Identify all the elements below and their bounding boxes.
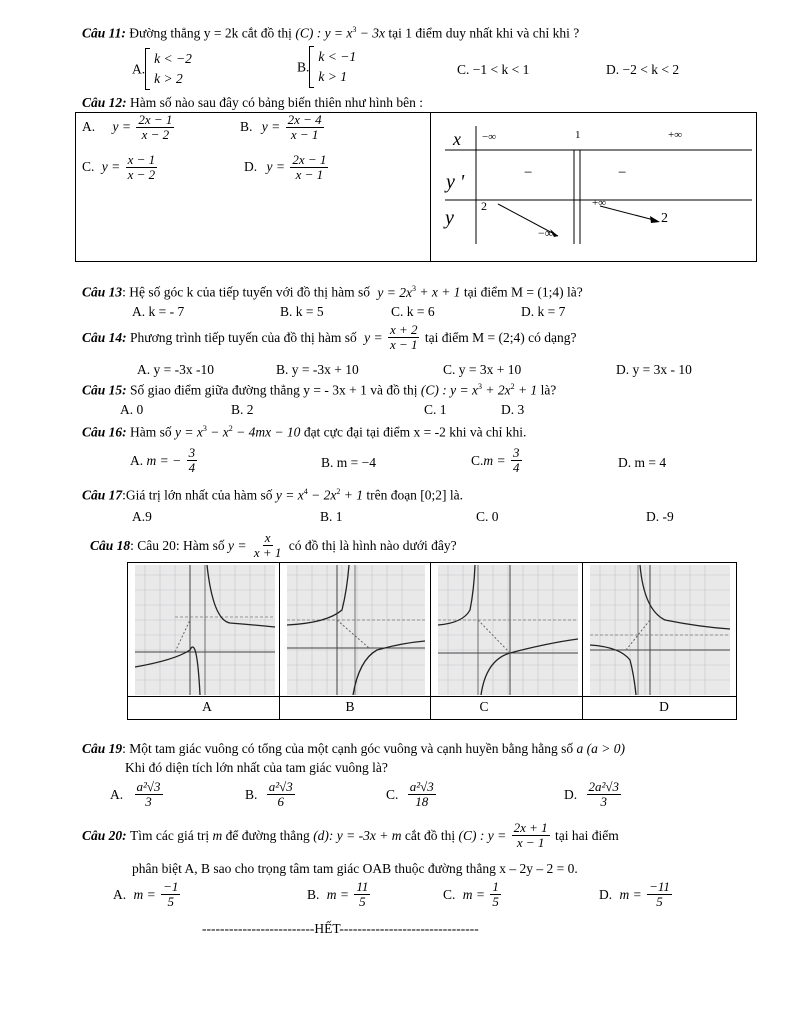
q20-option-c [443, 880, 503, 910]
q12-label: Câu 12: [82, 95, 127, 110]
q18-label-row-line [127, 696, 737, 697]
q12-a-num: 2x − 1 [138, 112, 173, 127]
q20-c-label: C. [443, 887, 456, 903]
q12-a-y: y = [112, 118, 131, 134]
q20-a-pre: m = [133, 887, 156, 903]
q18-den: x + 1 [253, 545, 282, 561]
q17-exp1: 4 [303, 487, 308, 496]
q11-stem [82, 26, 579, 40]
q20-label: Câu 20: [82, 828, 127, 844]
q18-num: x [264, 530, 271, 545]
q15-mid: + 2x [485, 382, 511, 398]
table-x-pos-inf: +∞ [668, 129, 683, 141]
q17-option-c: C. 0 [476, 509, 499, 524]
q20-b-den: 5 [359, 894, 366, 910]
q13-option-b: B. k = 5 [280, 304, 324, 319]
q20-a-num: −1 [163, 879, 179, 894]
q12-option-b [240, 113, 326, 143]
q11-option-d: D. −2 < k < 2 [606, 62, 680, 77]
q19-b-den: 6 [277, 794, 285, 810]
q16-mid: − x [210, 424, 229, 440]
q19-b-num: a²√3 [268, 779, 293, 794]
q16-c-pre: m = [483, 453, 506, 469]
q18-y: y = [228, 538, 247, 554]
q16-a-pre: m = − [146, 453, 182, 469]
q12-stem [82, 96, 423, 110]
q18-col-divider-2 [430, 562, 431, 720]
q11-graph: (C) : y = x [295, 25, 353, 41]
q19-a-den: 3 [145, 794, 152, 810]
q14-num: x + 2 [389, 322, 418, 337]
q12-c-y: y = [101, 158, 121, 174]
q12-c-num: x − 1 [127, 152, 156, 167]
q20-tail: tại hai điểm [555, 828, 619, 844]
q16-option-a [130, 446, 199, 476]
q20-b-num: 11 [356, 879, 369, 894]
graph-c [438, 565, 578, 695]
q18-text: : Câu 20: Hàm số [130, 538, 225, 554]
q11-rest: − 3x [359, 25, 386, 41]
q19-d-label: D. [564, 787, 578, 803]
q11-label: Câu 11: [82, 25, 126, 41]
q13-option-c: C. k = 6 [391, 304, 435, 319]
q20-text: Tìm các giá trị [130, 828, 210, 844]
q20-b-pre: m = [326, 887, 349, 903]
table-yprime-label: y ' [446, 171, 465, 193]
q20-d-den: 5 [656, 894, 663, 910]
q13-option-a: A. k = - 7 [132, 304, 185, 319]
q20-d-label: D. [599, 887, 613, 903]
q11-option-c: C. −1 < k < 1 [457, 62, 530, 77]
table-x-neg-inf: −∞ [482, 131, 497, 143]
q14-option-d: D. y = 3x - 10 [616, 362, 692, 377]
q19-a-num: a²√3 [136, 779, 161, 794]
table-y-2-right: 2 [661, 211, 668, 226]
q14-tail: tại điểm M = (2;4) có dạng? [424, 330, 577, 346]
q15-text: Số giao điểm giữa đường thẳng y = - 3x + 1 và đồ thị [130, 382, 418, 398]
q12-option-c [82, 153, 159, 183]
q12-b-label: B. [240, 118, 253, 134]
graph-b [287, 565, 425, 695]
table-y-label: y [445, 207, 454, 229]
q20-c-num: 1 [492, 879, 499, 894]
graph-label-b: B [345, 699, 355, 714]
q11-a-label: A. [132, 61, 146, 77]
q20-m: m [212, 828, 223, 844]
q16-a-num: 3 [188, 445, 196, 460]
q13-fn-rest: + x + 1 [419, 284, 461, 300]
q11-option-b [297, 46, 356, 88]
graph-d [590, 565, 730, 695]
q16-c-den: 4 [513, 460, 520, 476]
table-y-pos-inf: +∞ [592, 197, 607, 209]
q13-fn: y = 2x [377, 284, 412, 300]
q15-exp2: 2 [510, 382, 515, 391]
q12-b-den: x − 1 [290, 127, 319, 143]
q19-const: a (a > 0) [576, 741, 626, 756]
q19-stem [82, 742, 625, 756]
q12-d-label: D. [244, 158, 258, 174]
q20-d-pre: m = [619, 887, 642, 903]
graph-label-c: C [479, 699, 489, 714]
q14-option-c: C. y = 3x + 10 [443, 362, 522, 377]
q19-label: Câu 19 [82, 741, 123, 756]
variation-table [430, 112, 756, 262]
table-x-label: x [453, 129, 461, 149]
q19-c-label: C. [386, 787, 399, 803]
q20-c-eq: (C) : y = [458, 828, 507, 844]
q12-option-d [244, 153, 330, 183]
q11-text: Đường thẳng y = 2k cắt đồ thị [129, 25, 292, 41]
q13-text: : Hệ số góc k của tiếp tuyến với đồ thị hàm số [122, 284, 370, 300]
q20-a-label: A. [113, 887, 127, 903]
q12-d-y: y = [266, 158, 285, 174]
q12-text: Hàm số nào sau đây có bảng biến thiên như hình bên : [130, 95, 424, 110]
q15-label: Câu 15: [82, 382, 127, 398]
q14-y: y = [364, 330, 383, 346]
q17-label: Câu 17 [82, 487, 123, 503]
q12-a-label: A. [82, 118, 96, 134]
q12-b-y: y = [261, 118, 281, 134]
end-marker: -------------------------HẾT------------------------------- [202, 921, 479, 936]
decrease-arrow-2 [600, 206, 654, 220]
q11-tail: tại 1 điểm duy nhất khi và chỉ khi ? [388, 25, 580, 41]
q12-d-num: 2x − 1 [292, 152, 327, 167]
q17-mid: − 2x [311, 487, 337, 503]
q15-fn: (C) : y = x [420, 382, 478, 398]
q14-option-a: A. y = -3x -10 [137, 362, 214, 377]
q18-label: Câu 18 [90, 538, 131, 554]
q15-option-c: C. 1 [424, 402, 447, 417]
q15-option-b: B. 2 [231, 402, 254, 417]
q13-exp: 3 [411, 284, 416, 293]
q14-stem [82, 323, 576, 353]
q18-tail: có đồ thị là hình nào dưới đây? [288, 538, 457, 554]
q11-b-label: B. [297, 59, 310, 75]
q20-line2: phân biệt A, B sao cho trọng tâm tam giác OAB thuộc đường thẳng x – 2y – 2 = 0. [132, 861, 578, 876]
q16-label: Câu 16: [82, 424, 127, 440]
q13-tail: tại điểm M = (1;4) là? [463, 284, 583, 300]
q16-option-c [471, 446, 524, 476]
q13-option-d: D. k = 7 [521, 304, 566, 319]
q16-tail: đạt cực đại tại điểm x = -2 khi và chỉ khi. [303, 424, 527, 440]
q17-fn-rest: + 1 [343, 487, 363, 503]
q19-line2: Khi đó diện tích lớn nhất của tam giác vuông là? [125, 760, 388, 775]
table-minus-2: − [618, 165, 627, 181]
q16-option-b: B. m = −4 [321, 455, 376, 470]
q20-c-pre: m = [462, 887, 485, 903]
q20-d-num: −11 [649, 879, 670, 894]
q19-b-label: B. [245, 787, 258, 803]
q15-tail: là? [540, 382, 557, 398]
q19-option-a [110, 780, 165, 810]
q17-exp2: 2 [336, 487, 341, 496]
q11-exp: 3 [352, 25, 357, 34]
q15-exp1: 3 [477, 382, 482, 391]
q19-option-b [245, 780, 297, 810]
q14-label: Câu 14: [82, 330, 127, 346]
q13-stem [82, 285, 583, 299]
q17-fn: y = x [275, 487, 304, 503]
q20-option-a [113, 880, 182, 910]
q14-option-b: B. y = -3x + 10 [276, 362, 359, 377]
q19-a-label: A. [110, 787, 124, 803]
q16-a-label: A. [130, 453, 144, 469]
q19-d-den: 3 [600, 794, 608, 810]
q20-den: x − 1 [516, 835, 545, 851]
q16-exp2: 2 [228, 424, 233, 433]
q19-c-num: a²√3 [409, 779, 434, 794]
q16-option-d: D. m = 4 [618, 455, 667, 470]
q20-line-d: (d): y = -3x + m [313, 828, 402, 844]
q17-option-b: B. 1 [320, 509, 343, 524]
q15-stem [82, 383, 556, 397]
q20-a-den: 5 [167, 894, 174, 910]
table-minus-1: − [524, 165, 533, 181]
q11-b2: k > 1 [318, 69, 347, 84]
q12-c-label: C. [82, 158, 95, 174]
table-x-one: 1 [575, 129, 581, 141]
q16-stem [82, 425, 526, 439]
q20-stem [82, 821, 619, 851]
q19-text: : Một tam giác vuông có tổng của một cạnh góc vuông và cạnh huyền bằng hằng số [122, 741, 574, 756]
q12-option-a [82, 113, 176, 143]
q14-den: x − 1 [389, 337, 418, 353]
q17-tail: trên đoạn [0;2] là. [366, 487, 464, 503]
q16-fn: y = x [175, 424, 203, 440]
q12-d-den: x − 1 [295, 167, 324, 183]
q17-option-a: A.9 [132, 509, 152, 524]
q19-option-c [386, 780, 438, 810]
q15-option-a: A. 0 [120, 402, 144, 417]
q20-option-d [599, 880, 674, 910]
graph-label-d: D [659, 699, 669, 714]
q12-b-num: 2x − 4 [287, 112, 322, 127]
graph-a [135, 565, 275, 695]
table-y-neg-inf: −∞ [538, 226, 554, 240]
q19-option-d [564, 780, 623, 810]
q20-c-den: 5 [492, 894, 499, 910]
graph-label-a: A [202, 699, 212, 714]
q12-c-den: x − 2 [127, 167, 156, 183]
q11-b1: k < −1 [318, 49, 357, 64]
q16-text: Hàm số [130, 424, 172, 440]
q16-exp1: 3 [202, 424, 207, 433]
q20-num: 2x + 1 [513, 820, 548, 835]
q20-option-b [307, 880, 372, 910]
q15-fn-rest: + 1 [517, 382, 538, 398]
q18-col-divider-1 [279, 562, 280, 720]
q16-c-num: 3 [513, 445, 520, 460]
table-y-2-left: 2 [481, 199, 487, 213]
q20-text3: cắt đồ thị [404, 828, 456, 844]
q16-c-label: C. [471, 453, 484, 469]
q16-fn-rest: − 4mx − 10 [236, 424, 301, 440]
q20-text2: để đường thẳng [225, 828, 310, 844]
q20-b-label: B. [307, 887, 320, 903]
q14-text: Phương trình tiếp tuyến của đồ thị hàm số [130, 330, 357, 346]
q12-a-den: x − 2 [141, 127, 170, 143]
q15-option-d: D. 3 [501, 402, 525, 417]
q17-stem [82, 488, 463, 502]
q18-col-divider-3 [582, 562, 583, 720]
q13-label: Câu 13 [82, 284, 123, 300]
q19-c-den: 18 [415, 794, 429, 810]
q11-a2: k > 2 [154, 71, 183, 86]
q11-option-a [132, 48, 192, 90]
q17-option-d: D. -9 [646, 509, 674, 524]
q19-d-num: 2a²√3 [588, 779, 620, 794]
q18-stem [90, 531, 457, 561]
q16-a-den: 4 [188, 460, 196, 476]
q11-a1: k < −2 [154, 51, 192, 66]
q17-text: :Giá trị lớn nhất của hàm số [122, 487, 273, 503]
